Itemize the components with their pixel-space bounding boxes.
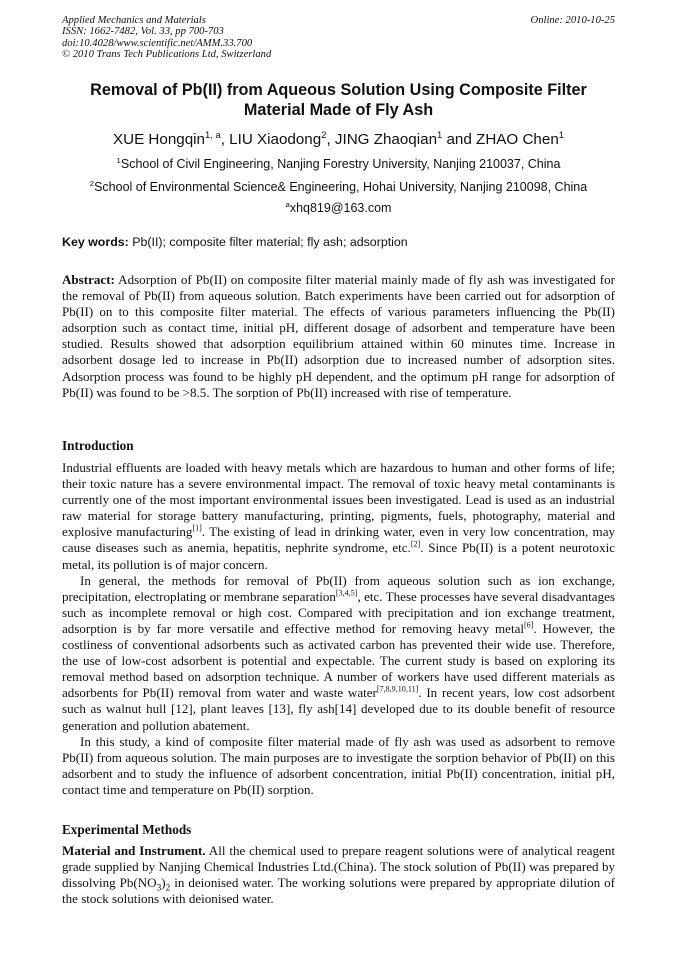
citation: [7,8,9,10,11] (376, 684, 419, 694)
intro-paragraph-1 (62, 460, 615, 573)
citation: [1] (192, 524, 202, 534)
copyright: © 2010 Trans Tech Publications Ltd, Switzerland (62, 48, 272, 60)
author-3-marker: 1 (437, 128, 443, 140)
title-line-2: Material Made of Fly Ash (243, 100, 434, 119)
citation: [3,4,5] (335, 588, 358, 598)
affiliation-2-text: School of Environmental Science& Engineering, Hohai University, Nanjing 210098, China (94, 180, 588, 194)
intro-paragraph-3: In this study, a kind of composite filter material made of fly ash was used as adsorbent to remove Pb(II) from aqueous solution. The main purposes are to investigate the sorption behavior of Pb(II) on this adsorbent and to study the influence of adsorbent concentration, initial Pb(II) concentration, initial pH, contact time and temperature on Pb(II) sorption. (62, 733, 615, 797)
methods-text-b: in deionised water. The working solutions were prepared by appropriate dilution of the stock solutions with deionised water. (62, 875, 615, 907)
keywords (62, 235, 622, 250)
intro-p2-text-c: . However, the costliness of conventional adsorbents such as activated carbon has prevented their wide use. Therefore, the use of low-cost adsorbent is potential and expectable. The current study is based on exploring its removal method based on adsorption technique. A number of workers have used different materials as adsorbents for Pb(II) removal from water and waste water (62, 620, 615, 701)
introduction-body (62, 460, 615, 798)
abstract-label: Abstract: (62, 272, 115, 287)
online-date: Online: 2010-10-25 (530, 15, 615, 26)
doi: doi:10.4028/www.scientific.net/AMM.33.700 (62, 37, 253, 49)
citation: [2] (410, 540, 421, 550)
affiliation-1-text: School of Civil Engineering, Nanjing Forestry University, Nanjing 210037, China (120, 157, 561, 171)
intro-p1-text-a: Industrial effluents are loaded with heavy metals which are hazardous to human and other forms of life; their toxic nature has a severe environmental impact. The removal of toxic heavy metal contaminants is currently one of the most important environmental issues been investigated. Lead is used as an industrial raw material for storage battery manufacturing, printing, pigments, fuels, photography, material and explosive manufacturing (62, 460, 615, 540)
intro-p1-text-b: . The existing of lead in drinking water, even in very low concentration, may cause diseases such as anemia, hepatitis, nephrite syndrome, etc. (62, 524, 616, 556)
affiliation-1 (62, 157, 615, 172)
email-marker: a (285, 199, 290, 209)
subscript: 2 (165, 883, 171, 894)
affiliation-1-marker: 1 (116, 155, 121, 165)
citation: [6] (523, 620, 534, 630)
keywords-label: Key words: (62, 235, 129, 249)
intro-p2-text-b: , etc. These processes have several disadvantages such as incomplete removal or high cost. Compared with precipitation and ion exchange treatment, adsorption is by far more versatile and effective method for removing heavy metal (62, 588, 615, 636)
abstract-text: Adsorption of Pb(II) on composite filter material mainly made of fly ash was investigated for the removal of Pb(II) from aqueous solution. Batch experiments have been carried out for adsorption of Pb(II) on to this composite filter material. The effects of various parameters influencing the Pb(II) adsorption such as contact time, initial pH, different dosage of adsorbent and temperature have been studied. Results showed that adsorption equilibrium attained within 60 minutes time. Increase in adsorbent dosage led to increase in Pb(II) adsorption due to increased number of adsorption sites. Adsorption process was found to be highly pH dependent, and the optimum pH range for adsorption of Pb(II) was found to be >8.5. The sorption of Pb(II) increased with rise of temperature. (62, 272, 615, 400)
author-1-marker: 1, a (205, 128, 221, 140)
intro-paragraph-2 (62, 573, 615, 734)
intro-p1-text-c: . Since Pb(II) is a potent neurotoxic metal, its pollution is of major concern. (62, 540, 616, 572)
intro-p2-text-d: . In recent years, low cost adsorbent such as walnut hull [12], plant leaves [13], fly ash[14] developed due to its double benefit of resource generation and pollution abatement. (62, 685, 615, 733)
issn-volume: ISSN: 1662-7482, Vol. 33, pp 700-703 (62, 26, 224, 38)
author-3: , JING Zhaoqian (326, 131, 438, 148)
subsection-label: Material and Instrument. (62, 843, 206, 858)
publication-header (62, 15, 615, 60)
methods-text-a: All the chemical used to prepare reagent solutions were of analytical reagent grade supplied by Nanjing Chemical Industries Ltd.(China). The stock solution of Pb(II) was prepared by dissolving Pb(NO (62, 843, 616, 891)
methods-heading: Experimental Methods (62, 822, 192, 837)
abstract (62, 272, 615, 401)
methods-paragraph-1 (62, 843, 615, 907)
author-list (62, 128, 615, 149)
methods-paren: ) (161, 875, 166, 891)
author-4: and ZHAO Chen (442, 131, 559, 148)
keywords-text: Pb(II); composite filter material; fly ash; adsorption (128, 235, 408, 249)
methods-body (62, 843, 615, 907)
introduction-heading: Introduction (62, 438, 134, 453)
author-email: xhq819@163.com (289, 201, 392, 215)
author-2: , LIU Xiaodong (220, 131, 322, 148)
journal-name: Applied Mechanics and Materials (62, 15, 206, 26)
affiliation-2 (62, 180, 615, 195)
subscript: 3 (156, 883, 162, 894)
intro-p2-text-a: In general, the methods for removal of Pb(II) from aqueous solution such as ion exchange, precipitation, electroplating or membrane separation (62, 572, 615, 604)
title-line-1: Removal of Pb(II) from Aqueous Solution Using Composite Filter (90, 81, 587, 99)
email-line (62, 201, 615, 216)
affiliation-2-marker: 2 (89, 178, 95, 188)
paper-title (62, 81, 615, 120)
author-1: XUE Hongqin (112, 131, 206, 148)
author-2-marker: 2 (321, 128, 327, 140)
author-4-marker: 1 (558, 128, 564, 140)
